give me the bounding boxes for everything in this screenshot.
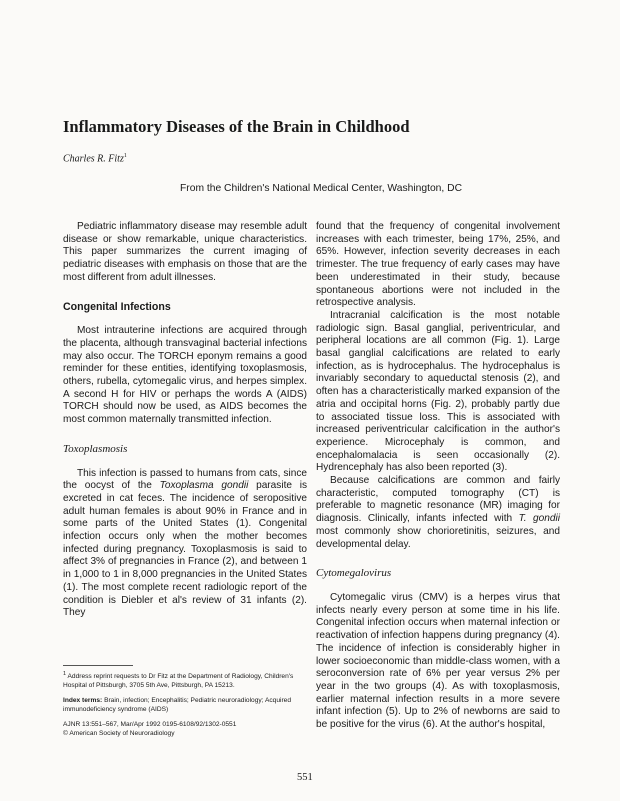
author-footnote-mark: 1 <box>123 153 127 159</box>
left-column <box>63 221 307 620</box>
article-title: Inflammatory Diseases of the Brain in Childhood <box>63 117 410 136</box>
paragraph-calcification: Intracranial calcification is the most notable radiologic sign. Basal ganglial, periventricular, and peripheral locations are all common (Fig. 1). Large basal ganglial calcifications are related to early infection, as is hydrocephalus. The hydrocephalus is invariably secondary to aqueductal stenosis (2), and often has a characteristically marked expansion of the atria and occipital horns (Fig. 2), probably partly due to associated tissue loss. This is associated with increased periventricular calcification in the author's experience. Microcephaly is common, and encephalomalacia is seen occasionally (2). Hydrencephaly has also been reported (3). <box>316 309 560 474</box>
author-name: Charles R. Fitz <box>63 153 124 165</box>
footnote-address <box>63 670 308 690</box>
right-column <box>316 221 560 732</box>
text-run: This infection is passed to humans from cats, since the oocyst of the <box>63 467 307 492</box>
page-number: 551 <box>297 772 313 783</box>
author-byline <box>63 153 127 164</box>
section-heading-congenital-infections: Congenital Infections <box>63 300 171 313</box>
text-run: most commonly show chorioretinitis, seizures, and developmental delay. <box>316 525 560 550</box>
footnote-index-terms <box>63 697 308 714</box>
footnote-copyright: © American Society of Neuroradiology <box>63 730 175 737</box>
footnote-citation: AJNR 13:551–567, Mar/Apr 1992 0195-6108/92/1302-0551 <box>63 721 237 728</box>
intro-paragraph: Pediatric inflammatory disease may resemble adult disease or show remarkable, unique characteristics. This paper summarizes the current imaging of pediatric diseases with emphasis on those that are the most different from adult illnesses. <box>63 221 307 283</box>
species-name: Toxoplasma gondii <box>159 480 249 492</box>
affiliation: From the Children's National Medical Center, Washington, DC <box>180 183 463 194</box>
section-heading-toxoplasmosis: Toxoplasmosis <box>63 442 128 455</box>
paragraph-congenital-infections: Most intrauterine infections are acquired through the placenta, although transvaginal bacterial infections may also occur. The TORCH eponym remains a good reminder for these entities, identifying toxoplasmosis, others, rubella, cytomegalic virus, and herpes simplex. A second H for HIV or perhaps the words A (AIDS) TORCH should now be used, as AIDS becomes the most common maternally transmitted infection. <box>63 325 307 426</box>
footnote-text: Address reprint requests to Dr Fitz at the Department of Radiology, Children's Hospital of Pittsburgh, 3705 5th Ave, Pittsburgh, PA 15213. <box>63 673 294 689</box>
paragraph-cytomegalovirus: Cytomegalic virus (CMV) is a herpes virus that infects nearly every person at some time in his life. Congenital infection occurs when maternal infection or reactivation of infection happens during pregnancy (4). The incidence of infection is considerably higher in lower socioeconomic than middle-class women, with a seroconversion rate of 6% per year versus 2% per year in the two groups (4). As with toxoplasmosis, earlier maternal infection results in a more severe infant infection (5). Up to 2% of newborns are said to be positive for the virus (6). At the author's hospital, <box>316 591 560 731</box>
text-run: Because calcifications are common and fairly characteristic, computed tomography (CT) is preferable to magnetic resonance (MR) imaging for diagnosis. Clinically, infants infected with <box>316 475 560 525</box>
index-terms-text: Brain, infection; Encephalitis; Pediatric neuroradiology; Acquired immunodeficiency syndrome (AIDS) <box>63 697 291 713</box>
section-heading-cytomegalovirus: Cytomegalovirus <box>316 567 392 580</box>
species-name: T. gondii <box>518 513 560 525</box>
footnote-mark: 1 <box>63 671 67 677</box>
text-run: parasite is excreted in cat feces. The incidence of seropositive adult human females is about 90% in France and in some parts of the United States (1). Congenital infection occurs only when the mother becomes infected during pregnancy. Toxoplasmosis is said to affect 3% of pregnancies in France (2), and between 1 in 1,000 to 1 in 8,000 pregnancies in the United States (1). The most complete recent radiologic report of the condition is Diebler et al's review of 31 infants (2). They <box>63 480 308 619</box>
paragraph-toxoplasmosis <box>63 468 307 620</box>
paragraph-continued: found that the frequency of congenital involvement increases with each trimester, being 17%, 25%, and 65%. However, infection severity decreases in each trimester. The true frequency of early cases may have been underestimated in their study, because spontaneous abortions were not included in the retrospective analysis. <box>316 221 560 309</box>
index-terms-label: Index terms: <box>63 697 103 704</box>
footnote-divider <box>63 665 133 666</box>
paragraph-ct-vs-mr <box>316 475 560 551</box>
